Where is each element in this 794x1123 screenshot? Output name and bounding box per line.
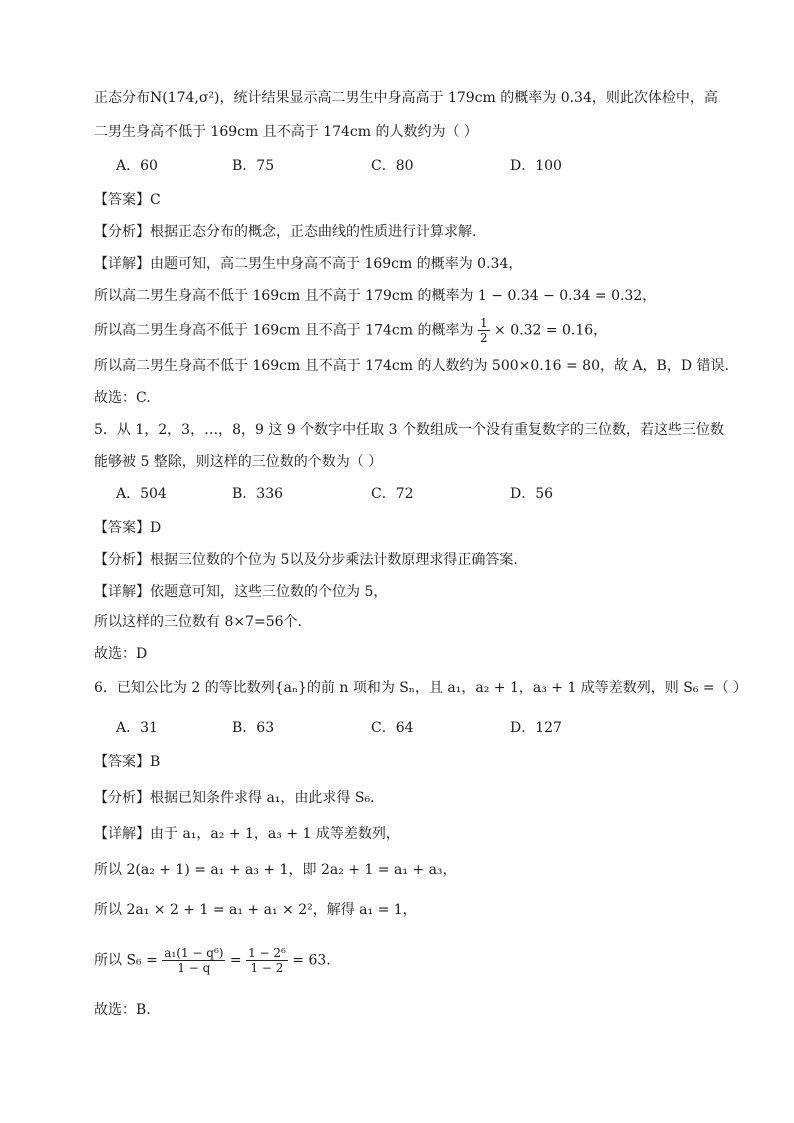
q4-option-c: C．80 [371, 158, 414, 174]
q5-option-d: D．56 [510, 486, 554, 502]
fraction-numerator: 1 − 2⁶ [248, 946, 286, 960]
q4-option-d: D．100 [510, 158, 562, 174]
q6-detail-4-result: = 63. [292, 952, 331, 969]
q6-option-c: C．64 [371, 720, 414, 736]
q6-detail-4 [94, 946, 331, 975]
q5-stem-line2: 能够被 5 整除，则这样的三位数的个数为（ ） [94, 454, 383, 470]
q6-detail-4-text: 所以 S₆ = [94, 952, 158, 969]
q4-detail-3-result: × 0.32 = 0.16， [494, 322, 608, 339]
q5-detail-1: 【详解】依题意可知，这些三位数的个位为 5， [94, 584, 388, 600]
fraction-denominator: 2 [479, 331, 488, 345]
q5-stem-line1: 5．从 1，2，3，…，8，9 这 9 个数字中任取 3 个数组成一个没有重复数字的三位数，若这些三位数 [94, 422, 724, 438]
q4-choose: 故选：C. [94, 390, 151, 406]
q5-analysis: 【分析】根据三位数的个位为 5以及分步乘法计数原理求得正确答案. [94, 552, 518, 568]
q5-detail-2: 所以这样的三位数有 8×7=56个. [94, 614, 302, 630]
q5-option-a: A．504 [116, 486, 167, 502]
q4-stem-line2: 二男生身高不低于 169cm 且不高于 174cm 的人数约为（ ） [94, 124, 478, 140]
q4-option-a: A．60 [116, 158, 158, 174]
q6-fraction-substituted [246, 946, 288, 975]
q6-analysis: 【分析】根据已知条件求得 a₁，由此求得 S₆. [94, 790, 375, 806]
q6-option-d: D．127 [510, 720, 562, 736]
q4-analysis: 【分析】根据正态分布的概念，正态曲线的性质进行计算求解. [94, 224, 477, 240]
q4-option-b: B．75 [232, 158, 275, 174]
q4-detail-4: 所以高二男生身高不低于 169cm 且不高于 174cm 的人数约为 500×0.16 = 80，故 A，B，D 错误. [94, 358, 729, 374]
q5-choose: 故选：D [94, 646, 148, 662]
q6-option-b: B．63 [232, 720, 275, 736]
equals-sign: = [229, 952, 242, 969]
fraction-numerator: a₁(1 − q⁶) [164, 946, 224, 960]
fraction-denominator: 1 − 2 [250, 961, 284, 975]
q4-stem-line1: 正态分布N(174,σ²)，统计结果显示高二男生中身高高于 179cm 的概率为 0.34，则此次体检中，高 [94, 90, 718, 106]
fraction-denominator: 1 − q [177, 961, 211, 975]
fraction-numerator: 1 [479, 316, 488, 330]
q6-answer: 【答案】B [94, 754, 161, 770]
q4-fraction-half [478, 316, 490, 345]
q4-answer: 【答案】C [94, 192, 161, 208]
q4-detail-3-text: 所以高二男生身高不低于 169cm 且不高于 174cm 的概率为 [94, 322, 474, 339]
q6-detail-3: 所以 2a₁ × 2 + 1 = a₁ + a₁ × 2²，解得 a₁ = 1， [94, 902, 417, 918]
q4-detail-1: 【详解】由题可知，高二男生中身高不高于 169cm 的概率为 0.34， [94, 256, 523, 272]
q5-answer: 【答案】D [94, 520, 162, 536]
q6-choose: 故选：B. [94, 1002, 151, 1018]
q6-stem: 6．已知公比为 2 的等比数列{aₙ}的前 n 项和为 Sₙ，且 a₁，a₂ + 1，a₃ + 1 成等差数列，则 S₆ =（ ） [94, 680, 748, 696]
q6-detail-2: 所以 2(a₂ + 1) = a₁ + a₃ + 1，即 2a₂ + 1 = a₁ + a₃， [94, 862, 457, 878]
q5-option-c: C．72 [371, 486, 414, 502]
q4-detail-2: 所以高二男生身高不低于 169cm 且不高于 179cm 的概率为 1 − 0.34 − 0.34 = 0.32， [94, 288, 657, 304]
q4-detail-3 [94, 316, 607, 345]
q5-option-b: B．336 [232, 486, 284, 502]
q6-option-a: A．31 [116, 720, 158, 736]
q6-fraction-sum-formula [162, 946, 225, 975]
q6-detail-1: 【详解】由于 a₁，a₂ + 1，a₃ + 1 成等差数列， [94, 826, 400, 842]
